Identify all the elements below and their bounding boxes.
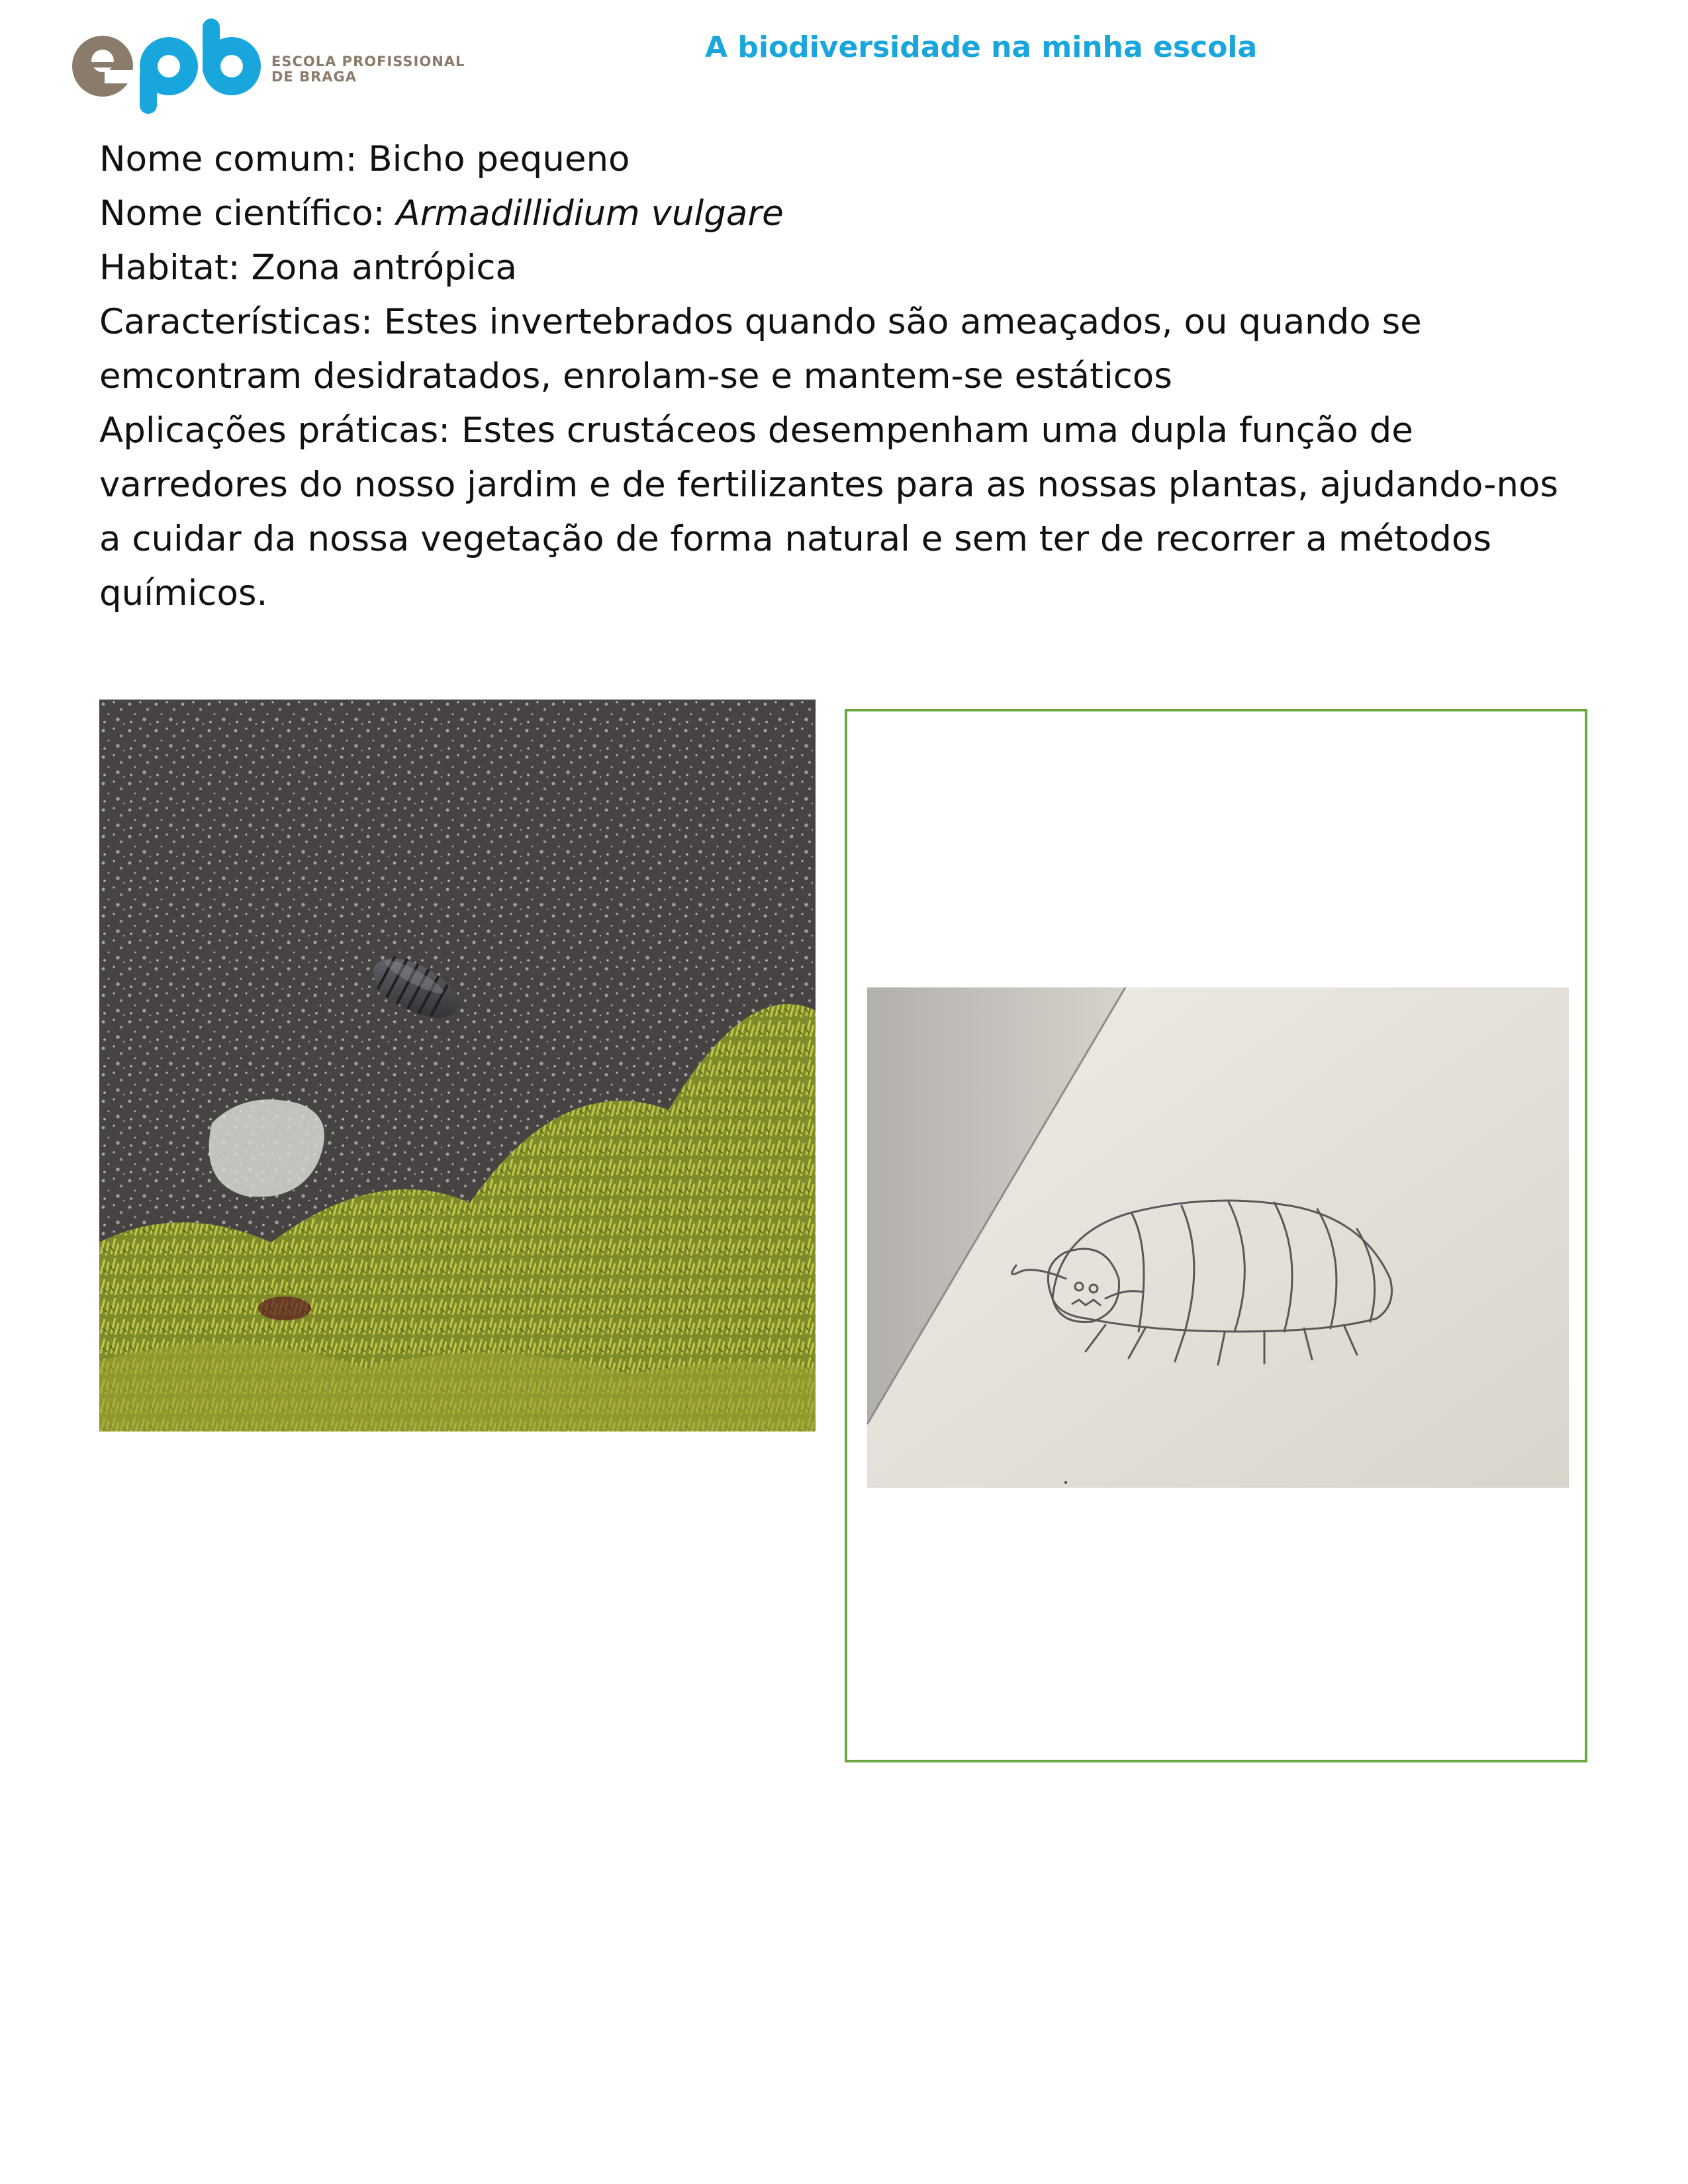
school-name — [271, 54, 465, 85]
pill-bug-photo — [99, 700, 816, 1432]
pill-bug-drawing — [867, 987, 1569, 1488]
habitat-label: Habitat: — [99, 248, 252, 288]
scientific-name-label: Nome científico: — [99, 193, 397, 234]
scientific-name-line — [99, 187, 1589, 241]
pill-bug-drawing-image — [867, 987, 1569, 1488]
habitat-line — [99, 241, 1589, 295]
common-name-value: Bicho pequeno — [368, 139, 630, 179]
school-name-line2: DE BRAGA — [271, 69, 357, 85]
common-name-line — [99, 132, 1589, 187]
applications-paragraph — [99, 404, 1589, 621]
pill-bug-photo-image — [99, 700, 816, 1432]
header-title: A biodiversidade na minha escola — [705, 30, 1258, 64]
applications-value: Estes crustáceos desempenham uma dupla função de varredores do nosso jardim e de fertilizantes para as nossas plantas, ajudando-nos a cuidar da nossa vegetação de forma natural e sem ter de recorrer a métodos químicos. — [99, 410, 1559, 614]
habitat-value: Zona antrópica — [251, 248, 517, 288]
common-name-label: Nome comum: — [99, 139, 369, 179]
page-header — [0, 0, 1688, 132]
school-name-line1: ESCOLA PROFISSIONAL — [271, 54, 465, 69]
applications-label: Aplicações práticas: — [99, 410, 461, 451]
characteristics-paragraph — [99, 295, 1589, 404]
scientific-name-value: Armadillidium vulgare — [396, 193, 784, 234]
species-info — [99, 132, 1589, 621]
characteristics-label: Características: — [99, 302, 384, 342]
characteristics-value: Estes invertebrados quando são ameaçados, ou quando se emcontram desidratados, enrolam-se e mantem-se estáticos — [99, 302, 1422, 396]
epb-logo-icon — [66, 19, 265, 118]
